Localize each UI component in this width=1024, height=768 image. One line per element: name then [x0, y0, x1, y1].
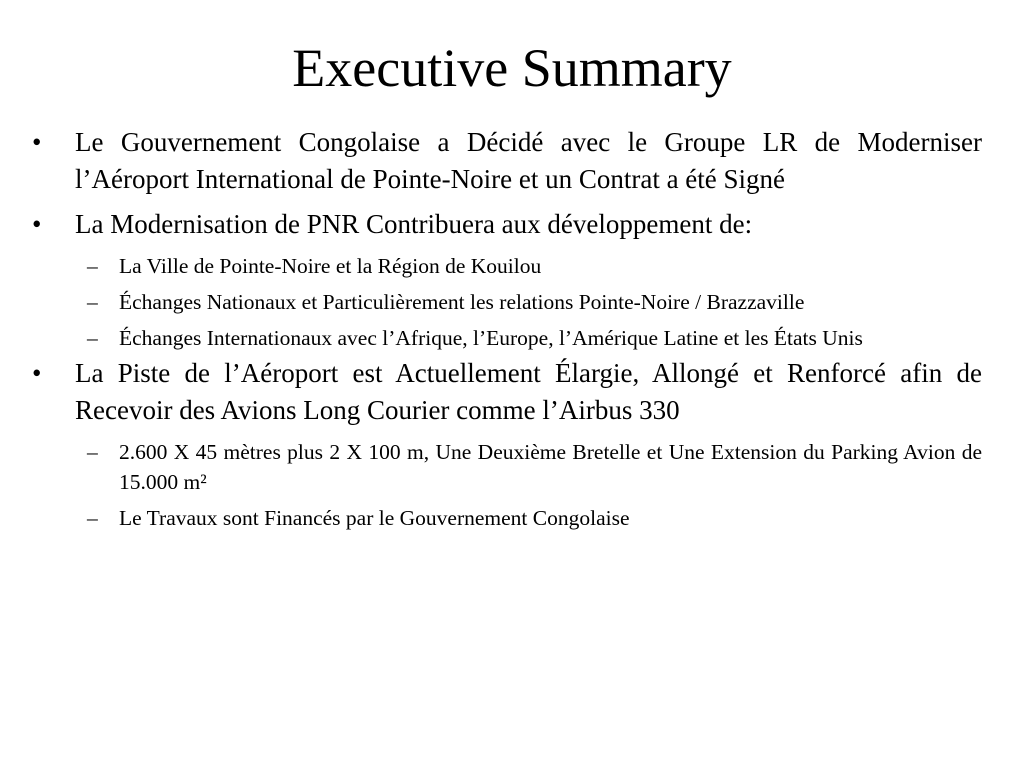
sub-bullet-item: [30, 287, 982, 317]
bullet-text: Le Gouvernement Congolaise a Décidé avec le Groupe LR de Moderniser l’Aéroport International de Pointe-Noire et un Contrat a été Signé: [75, 127, 982, 194]
sub-bullet-item: [30, 503, 982, 533]
sub-bullet-text: Échanges Internationaux avec l’Afrique, l’Europe, l’Amérique Latine et les États Unis: [119, 326, 863, 350]
sub-bullet-marker: –: [87, 440, 98, 464]
bullet-item: [30, 355, 982, 429]
sub-bullet-item: [30, 437, 982, 497]
bullet-marker: •: [32, 127, 42, 157]
sub-bullet-item: [30, 251, 982, 281]
bullet-text: La Modernisation de PNR Contribuera aux développement de:: [75, 209, 753, 239]
slide-title: Executive Summary: [292, 38, 732, 98]
bullet-marker: •: [32, 209, 42, 239]
sub-bullet-text: Échanges Nationaux et Particulièrement les relations Pointe-Noire / Brazzaville: [119, 290, 805, 314]
sub-bullet-marker: –: [87, 254, 98, 278]
sub-bullet-marker: –: [87, 290, 98, 314]
bullet-item: [30, 124, 982, 198]
bullet-item: [30, 206, 982, 243]
slide-body: [30, 124, 982, 539]
sub-bullet-marker: –: [87, 506, 98, 530]
sub-bullet-text: La Ville de Pointe-Noire et la Région de Kouilou: [119, 254, 542, 278]
sub-bullet-text: 2.600 X 45 mètres plus 2 X 100 m, Une Deuxième Bretelle et Une Extension du Parking Avion de 15.000 m²: [119, 440, 982, 494]
sub-bullet-marker: –: [87, 326, 98, 350]
sub-bullet-item: [30, 323, 982, 353]
sub-bullet-text: Le Travaux sont Financés par le Gouvernement Congolaise: [119, 506, 630, 530]
bullet-text: La Piste de l’Aéroport est Actuellement Élargie, Allongé et Renforcé afin de Recevoir des Avions Long Courier comme l’Airbus 330: [75, 358, 982, 425]
bullet-marker: •: [32, 358, 42, 388]
